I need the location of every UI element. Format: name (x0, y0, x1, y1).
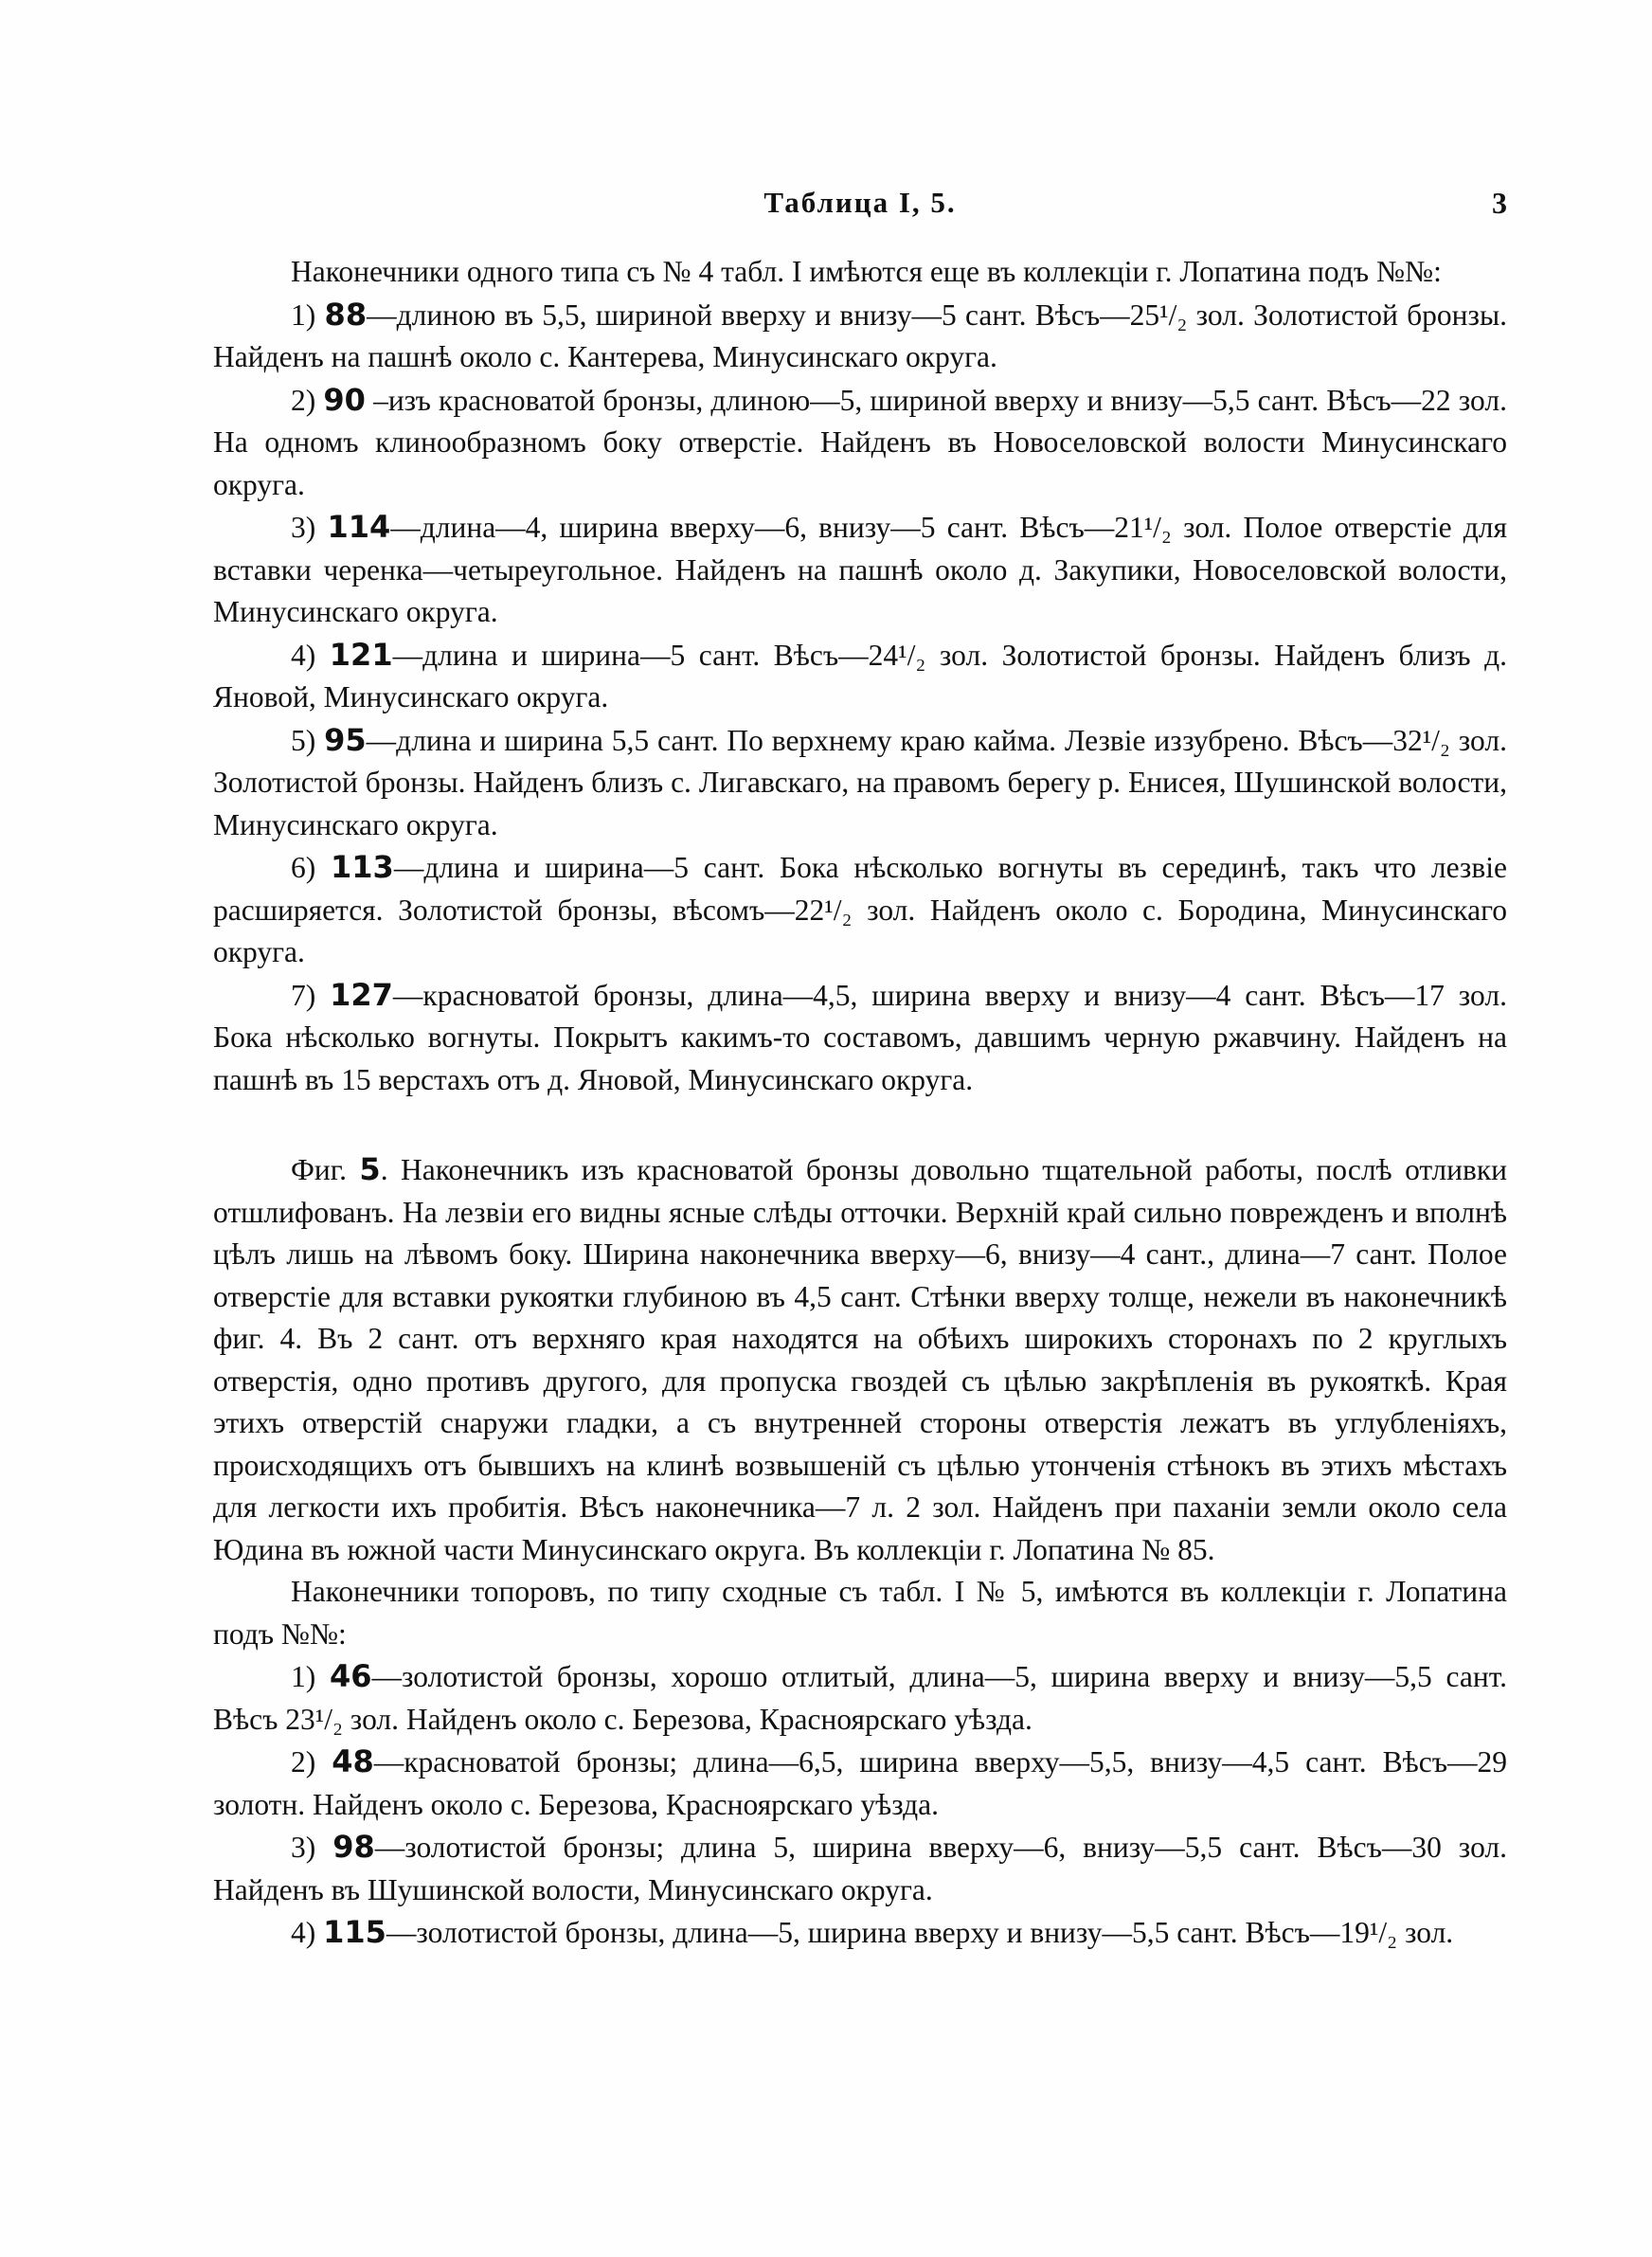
section1-item-5 (213, 719, 1507, 847)
figure-prefix: Фиг. (291, 1153, 360, 1186)
section2-item-2 (213, 1741, 1507, 1826)
item-label: 4) (291, 1916, 324, 1949)
item-number: 114 (327, 509, 391, 545)
item-label: 7) (291, 978, 331, 1012)
item-text: —красноватой бронзы, длина—4,5, ширина вверху и внизу—4 сант. Вѣсъ—17 зол. Бока нѣсколько вогнуты. Покрытъ какимъ-то составомъ, давшимъ черную ржавчину. Найденъ на пашнѣ въ 15 верстахъ отъ д. Яновой, Минусинскаго округа. (213, 978, 1507, 1096)
figure-description (213, 1148, 1507, 1571)
item-label: 6) (291, 851, 332, 884)
item-label: 3) (291, 511, 328, 544)
item-text: —длина и ширина—5 сант. Бока нѣсколько вогнуты въ серединѣ, такъ что лезвіе расширяется. Золотистой бронзы, вѣсомъ—22¹/₂ зол. Найденъ около с. Бородина, Минусинскаго округа. (213, 851, 1507, 968)
section-gap (213, 1101, 1507, 1148)
section1-item-3 (213, 506, 1507, 634)
item-number: 48 (332, 1743, 374, 1779)
section1-item-1 (213, 294, 1507, 379)
section2-intro: Наконечники топоровъ, по типу сходные съ табл. I № 5, имѣются въ коллекціи г. Лопатина подъ №№: (213, 1575, 1507, 1651)
section2-item-3 (213, 1826, 1507, 1911)
body-text (213, 251, 1507, 1955)
item-label: 4) (291, 638, 330, 672)
item-label: 1) (291, 298, 325, 332)
item-number: 90 (323, 381, 366, 418)
item-label: 2) (291, 383, 324, 417)
figure-text: . Наконечникъ изъ красноватой бронзы довольно тщательной работы, послѣ отливки отшлифованъ. На лезвіи его видны ясные слѣды отточки. Верхній край сильно поврежденъ и вполнѣ цѣлъ лишь на лѣвомъ боку. Ширина наконечника вверху—6, внизу—4 сант., длина—7 сант. Полое отверстіе для вставки рукоятки глубиною въ 4,5 сант. Стѣнки вверху толще, нежели въ наконечникѣ фиг. 4. Въ 2 сант. отъ верхняго края находятся на обѣихъ широкихъ сторонахъ по 2 круглыхъ отверстія, одно противъ другого, для пропуска гвоздей съ цѣлью закрѣпленія въ рукояткѣ. Края этихъ отверстій снаружи гладки, а съ внутренней стороны отверстія лежатъ въ углубленіяхъ, происходящихъ отъ бывшихъ на клинѣ возвышеній съ цѣлью утонченія стѣнокъ въ этихъ мѣстахъ для легкости ихъ пробитія. Вѣсъ наконечника—7 л. 2 зол. Найденъ при паханіи земли около села Юдина въ южной части Минусинскаго округа. Въ коллекціи г. Лопатина № 85. (213, 1153, 1507, 1566)
section1-item-6 (213, 846, 1507, 974)
item-label: 2) (291, 1745, 332, 1779)
item-number: 95 (324, 721, 367, 758)
item-text: —длиною въ 5,5, шириной вверху и внизу—5 сант. Вѣсъ—25¹/₂ зол. Золотистой бронзы. Найденъ на пашнѣ около с. Кантерева, Минусинскаго округа. (213, 298, 1508, 373)
page-number: 3 (1492, 186, 1507, 220)
item-text: —золотистой бронзы, хорошо отлитый, длина—5, ширина вверху и внизу—5,5 сант. Вѣсъ 23¹/₂ зол. Найденъ около с. Березова, Красноярскаго уѣзда. (213, 1660, 1507, 1736)
item-text: —длина—4, ширина вверху—6, внизу—5 сант. Вѣсъ—21¹/₂ зол. Полое отверстіе для вставки черенка—четыреугольное. Найденъ на пашнѣ около д. Закупики, Новоселовской волости, Минусинскаго округа. (213, 511, 1508, 628)
item-number: 127 (330, 976, 393, 1013)
section2-item-1 (213, 1655, 1507, 1741)
item-text: —красноватой бронзы; длина—6,5, ширина вверху—5,5, внизу—4,5 сант. Вѣсъ—29 золотн. Найденъ около с. Березова, Красноярскаго уѣзда. (213, 1745, 1507, 1821)
section1-intro: Наконечники одного типа съ № 4 табл. I имѣются еще въ коллекціи г. Лопатина подъ №№: (291, 255, 1442, 288)
item-number: 115 (323, 1914, 386, 1950)
item-number: 98 (332, 1829, 375, 1865)
item-label: 5) (291, 723, 325, 757)
item-label: 1) (291, 1660, 330, 1693)
section1-item-7 (213, 974, 1507, 1102)
section1-item-4 (213, 634, 1507, 719)
section2-item-4 (213, 1911, 1507, 1955)
item-text: —золотистой бронзы, длина—5, ширина вверху и внизу—5,5 сант. Вѣсъ—19¹/₂ зол. (386, 1916, 1454, 1949)
item-number: 88 (324, 296, 368, 333)
item-text: –изъ красноватой бронзы, длиною—5, шириной вверху и внизу—5,5 сант. Вѣсъ—22 зол. На одномъ клинообразномъ боку отверстіе. Найденъ въ Новоселовской волости Минусинскаго округа. (213, 383, 1507, 501)
page-header (213, 186, 1507, 233)
item-text: —золотистой бронзы; длина 5, ширина вверху—6, внизу—5,5 сант. Вѣсъ—30 зол. Найденъ въ Шушинской волости, Минусинскаго округа. (213, 1831, 1507, 1906)
item-text: —длина и ширина 5,5 сант. По верхнему краю кайма. Лезвіе иззубрено. Вѣсъ—32¹/₂ зол. Золотистой бронзы. Найденъ близъ с. Лигавскаго, на правомъ берегу р. Енисея, Шушинской волости, Минусинскаго округа. (213, 723, 1507, 841)
item-number: 113 (331, 849, 394, 885)
figure-number: 5 (359, 1151, 381, 1187)
running-title: Таблица I, 5. (763, 186, 957, 219)
item-number: 121 (329, 636, 393, 673)
section1-item-2 (213, 379, 1507, 507)
item-label: 3) (291, 1831, 333, 1864)
item-text: —длина и ширина—5 сант. Вѣсъ—24¹/₂ зол. Золотистой бронзы. Найденъ близъ д. Яновой, Минусинскаго округа. (213, 638, 1507, 713)
item-number: 46 (329, 1658, 372, 1694)
